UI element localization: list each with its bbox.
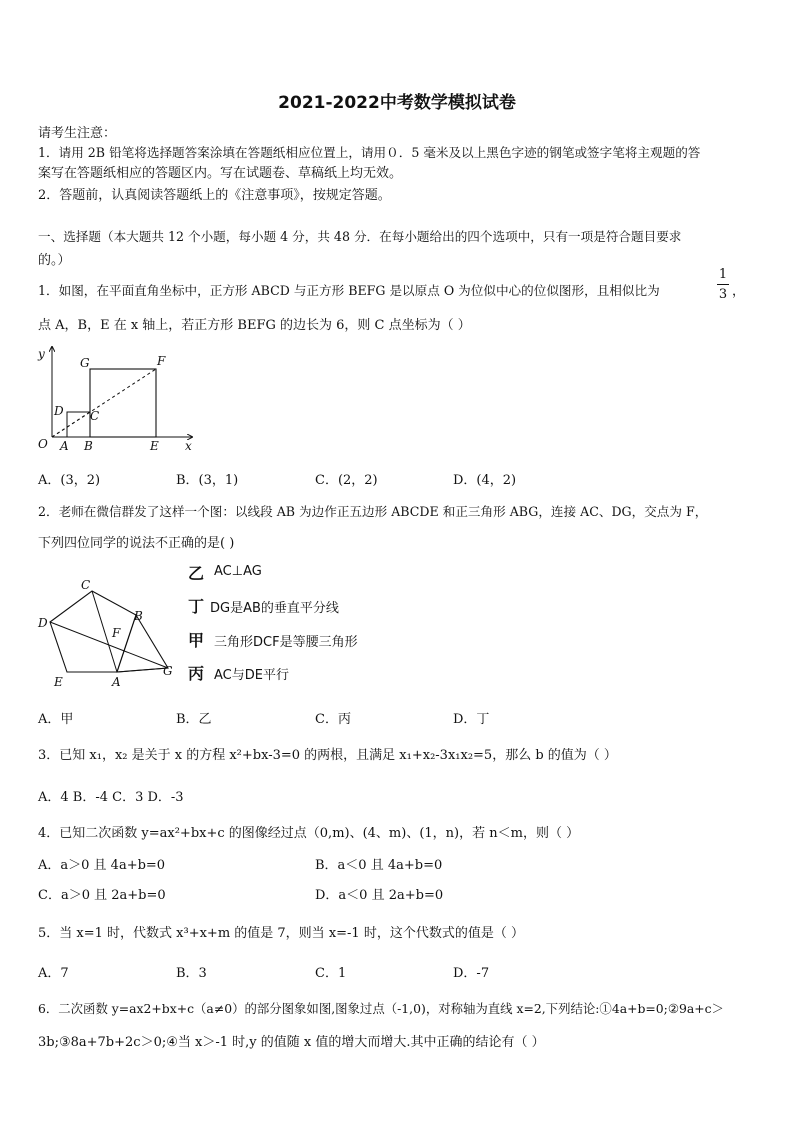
notice-heading: 请考生注意： [38,126,117,141]
q1-label-E: E [150,439,159,453]
q2-claim-2-student: 丁 [188,597,205,616]
q1-fraction-bar [717,284,729,285]
q2-label-C: C [81,578,91,592]
q4-option-a[interactable]: A．a＞0 且 4a+b=0 [38,858,166,873]
q1-line-1-end: ， [732,284,746,299]
q1-label-D: D [54,404,64,418]
notice-line-1b: 案写在答题纸相应的答题区内。写在试题卷、草稿纸上均无效。 [38,166,403,181]
q1-label-G: G [80,356,90,370]
q6-line-2: 3b;③8a+7b+2c＞0;④当 x＞-1 时,y 的值随 x 值的增大而增大.其中正确的结论有（ ） [38,1035,545,1050]
q2-claim-4-student: 丙 [188,664,205,683]
q5-option-a[interactable]: A．7 [38,966,69,981]
q2-label-A: A [112,675,121,689]
q2-claim-3-student: 甲 [188,631,205,650]
q5-text: 5．当 x=1 时，代数式 x³+x+m 的值是 7，则当 x=-1 时，这个代数式的值是（ ） [38,926,524,941]
square-ABCD [67,412,90,437]
segment-DG [50,622,168,668]
q1-label-B: B [84,439,93,453]
q1-option-c[interactable]: C．(2，2) [315,473,378,488]
q4-option-d[interactable]: D．a＜0 且 2a+b=0 [315,888,444,903]
q1-fraction-denominator: 3 [718,287,728,302]
q2-option-b[interactable]: B．乙 [176,712,212,727]
page-title: 2021-2022中考数学模拟试卷 [278,93,516,113]
q2-claim-2-text: DG是AB的垂直平分线 [210,601,339,616]
q5-option-c[interactable]: C．1 [315,966,347,981]
q2-option-d[interactable]: D．丁 [453,712,490,727]
q1-label-F: F [157,354,166,368]
q1-figure [32,342,200,454]
notice-line-2: 2．答题前，认真阅读答题纸上的《注意事项》，按规定答题。 [38,188,391,203]
q2-claim-3-text: 三角形DCF是等腰三角形 [214,635,358,650]
q5-option-b[interactable]: B．3 [176,966,207,981]
triangle-ABG [117,615,168,672]
q1-label-C: C [90,409,100,423]
q1-label-y: y [38,347,45,361]
q2-label-G: G [163,664,173,678]
q6-line-1: 6．二次函数 y=ax2+bx+c（a≠0）的部分图象如图,图象过点（-1,0)，对称轴为直线 x=2,下列结论:①4a+b=0;②9a+c＞ [38,1001,724,1016]
q2-claim-4-text: AC与DE平行 [214,668,289,683]
q2-line-1: 2．老师在微信群发了这样一个图：以线段 AB 为边作正五边形 ABCDE 和正三角形 ABG，连接 AC、DG，交点为 F， [38,504,708,519]
q2-claim-1-text: AC⊥AG [214,564,262,579]
q3-text: 3．已知 x₁，x₂ 是关于 x 的方程 x²+bx-3=0 的两根，且满足 x₁+x₂-3x₁x₂=5，那么 b 的值为（ ） [38,748,617,763]
segment-AG [117,668,168,672]
q2-label-E: E [54,675,63,689]
q2-line-2: 下列四位同学的说法不正确的是( ) [38,536,235,551]
q2-figure [34,578,184,690]
q2-option-c[interactable]: C．丙 [315,712,351,727]
q1-line-2: 点 A，B，E 在 x 轴上，若正方形 BEFG 的边长为 6，则 C 点坐标为（ ） [38,318,471,333]
q1-label-x: x [185,439,192,453]
q4-option-b[interactable]: B．a＜0 且 4a+b=0 [315,858,443,873]
q1-label-A: A [60,439,69,453]
q1-option-b[interactable]: B．(3，1) [176,473,239,488]
q5-option-d[interactable]: D．-7 [453,966,490,981]
q4-text: 4．已知二次函数 y=ax²+bx+c 的图像经过点（0,m)、(4、m)、(1，n)，若 n＜m，则（ ） [38,826,580,841]
q1-line-1: 1．如图，在平面直角坐标中，正方形 ABCD 与正方形 BEFG 是以原点 O 为位似中心的位似图形，且相似比为 [38,283,660,298]
section-heading-line-1: 一、选择题（本大题共 12 个小题，每小题 4 分，共 48 分．在每小题给出的四个选项中，只有一项是符合题目要求 [38,229,682,244]
q1-label-O: O [38,437,48,451]
notice-line-1: 1．请用 2B 铅笔将选择题答案涂填在答题纸相应位置上，请用０．5 毫米及以上黑色字迹的钢笔或签字笔将主观题的答 [38,145,701,160]
q2-label-F: F [112,626,121,640]
q3-options[interactable]: A．4 B．-4 C．3 D．-3 [38,790,184,805]
q2-option-a[interactable]: A．甲 [38,712,74,727]
q1-option-a[interactable]: A．(3，2) [38,473,101,488]
section-heading-line-2: 的。） [38,253,71,268]
square-BEFG [90,369,156,437]
q2-label-D: D [38,616,48,630]
q2-label-B: B [134,609,143,623]
q4-option-c[interactable]: C．a＞0 且 2a+b=0 [38,888,166,903]
q2-claim-1-student: 乙 [188,564,205,583]
pentagon-ABCDE [50,591,136,672]
q1-fraction-numerator: 1 [718,267,728,282]
q1-option-d[interactable]: D．(4，2) [453,473,517,488]
